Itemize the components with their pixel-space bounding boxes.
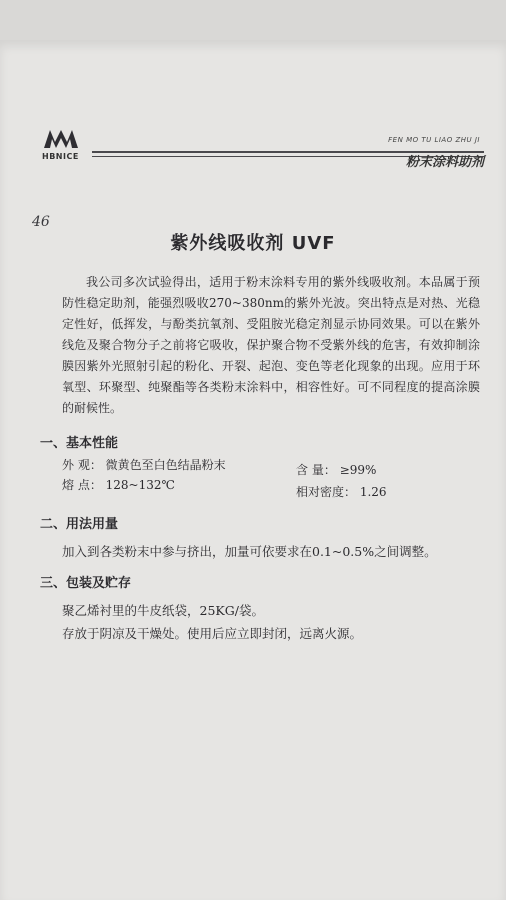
melting-label: 熔 点： [62, 478, 102, 492]
product-title: 紫外线吸收剂 UVF [170, 233, 336, 254]
appearance-value: 微黄色至白色结晶粉末 [105, 458, 226, 472]
usage-text: 加入到各类粉末中参与挤出，加量可依要求在0.1~0.5%之间调整。 [62, 544, 437, 559]
density-label: 相对密度： [296, 485, 357, 499]
packaging-line-2: 存放于阴凉及干燥处。使用后应立即封闭，远离火源。 [62, 626, 363, 641]
melting-value: 128~132℃ [105, 478, 175, 492]
company-logo [40, 128, 90, 168]
property-melting-point [62, 476, 175, 494]
content-label: 含 量： [296, 463, 336, 477]
intro-text: 我公司多次试验得出，适用于粉末涂料专用的紫外线吸收剂。本品属于预防性稳定助剂，能强烈吸收270~380nm的紫外光波。突出特点是对热、光稳定性好，低挥发，与酚类抗氧剂、受阻胺光稳定剂显示协同效果。可以在紫外线危及聚合物分子之前将它吸收，保护聚合物不受紫外线的危害，有效抑制涂膜因紫外光照射引起的粉化、开裂、起泡、变色等老化现象的出现。应用于环氧型、环聚型、纯聚酯等各类粉末涂料中，相容性好。可不同程度的提高涂膜的耐候性。 [62, 275, 480, 415]
section-heading-properties: 一、基本性能 [40, 436, 119, 451]
logo-mark-icon [44, 128, 78, 148]
content-value: ≥99% [339, 463, 377, 477]
section-heading-usage: 二、用法用量 [40, 517, 119, 532]
appearance-label: 外 观： [62, 458, 102, 472]
property-content [296, 461, 376, 479]
property-density [296, 483, 387, 501]
section-heading-packaging: 三、包装及贮存 [40, 576, 132, 591]
density-value: 1.26 [359, 485, 387, 499]
header-chinese-title: 粉末涂料助剂 [405, 155, 484, 170]
header-english-title: FEN MO TU LIAO ZHU JI [388, 136, 480, 144]
intro-paragraph [62, 272, 480, 419]
property-appearance [62, 456, 226, 474]
logo-text: HBNICE [42, 152, 79, 161]
packaging-line-1: 聚乙烯衬里的牛皮纸袋，25KG/袋。 [62, 603, 264, 618]
page-header [40, 88, 490, 168]
page-number: 46 [32, 214, 50, 230]
